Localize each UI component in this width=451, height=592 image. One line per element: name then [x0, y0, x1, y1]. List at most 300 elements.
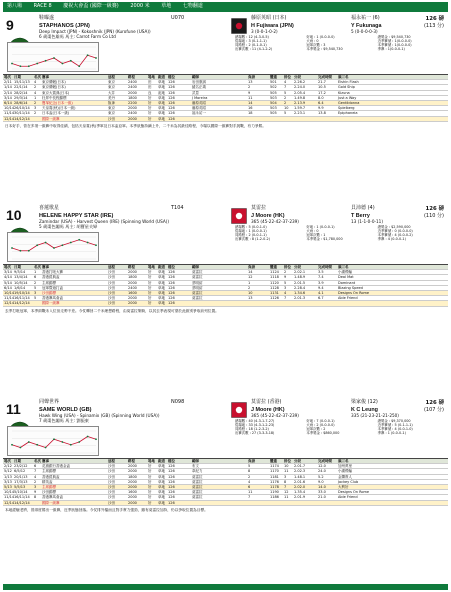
- stat-line: 本季獎金 : $9,540,730: [306, 46, 343, 51]
- table-cell: 草地: [158, 285, 165, 290]
- table-cell: 好: [148, 474, 152, 479]
- jockey-record: 365 (45-22-42-37-239): [251, 412, 299, 418]
- table-cell: 4: [34, 474, 37, 479]
- table-cell: 1181: [270, 474, 279, 479]
- table-cell: 蛯名正義: [192, 85, 206, 90]
- chart-point: [28, 65, 30, 67]
- table-cell: 2.13.9: [294, 100, 306, 105]
- jockey-info: [251, 206, 346, 225]
- table-cell: 蔡明紹: [192, 285, 203, 290]
- chart-point: [78, 65, 80, 67]
- table-cell: 1.35.4: [294, 490, 306, 495]
- table-cell: 1800: [128, 275, 137, 280]
- chart-point: [45, 242, 47, 244]
- stat-line: 冠軍次數 : 2: [306, 426, 326, 431]
- table-cell: 好: [148, 290, 152, 295]
- form-chart-svg: [8, 43, 100, 73]
- table-cell: 9: [284, 275, 287, 280]
- table-cell: 126: [168, 479, 175, 484]
- table-cell: 2: [284, 95, 287, 100]
- table-cell: 22/1/14: [14, 85, 28, 90]
- chart-point: [62, 63, 64, 65]
- horse-code: T104: [171, 205, 184, 211]
- table-cell: 5: [34, 296, 37, 301]
- table-cell: 24.0: [318, 469, 326, 474]
- table-cell: 18: [248, 111, 253, 116]
- jockey-name-en[interactable]: J Moore (HK): [251, 212, 285, 219]
- table-cell: 2.02.1: [294, 270, 306, 275]
- jockey-record: 3 (0-0-1-0-2): [251, 28, 278, 34]
- table-cell: [293, 301, 317, 305]
- table-cell: 126: [168, 469, 175, 474]
- table-cell: 5/5/13: [14, 484, 26, 489]
- form-chart: [7, 42, 99, 72]
- chart-point: [70, 60, 72, 62]
- table-cell: 13/4/14: [14, 275, 28, 280]
- table-cell: 草地: [158, 275, 165, 280]
- table-cell: 草地: [158, 495, 165, 500]
- table-cell: [247, 301, 269, 305]
- table-cell: 3: [34, 290, 37, 295]
- weight: 126 磅: [425, 400, 444, 406]
- table-cell: 莫雷拉: [192, 495, 203, 500]
- table-cell: 草地: [158, 290, 165, 295]
- table-cell: 1.49.8: [294, 95, 306, 100]
- draw: (6): [372, 15, 380, 21]
- table-cell: 9.4: [318, 285, 324, 290]
- table-cell: 4.1: [318, 290, 324, 295]
- jockey-name-en[interactable]: J Moore (HK): [251, 406, 285, 413]
- race-comment: 去季打吡冠軍，本季兩戰未入位但走勢不差。今仗轉回二千米理想路程，由莫雷拉策騎，以其去季表現可望於此級別爭取前列位置。: [5, 308, 219, 313]
- trainer-name-en[interactable]: T Berry: [351, 212, 370, 219]
- table-cell: 2: [34, 85, 37, 90]
- chart-point: [70, 444, 72, 446]
- chart-point: [11, 444, 13, 446]
- table-cell: 7: [248, 495, 251, 500]
- table-cell: [293, 501, 317, 505]
- chart-point: [95, 57, 97, 59]
- table-cell: 好: [148, 280, 152, 285]
- table-cell: 8.0: [318, 95, 324, 100]
- table-cell: 502: [270, 85, 277, 90]
- table-cell: 503: [270, 95, 277, 100]
- table-cell: 13.8: [318, 111, 326, 116]
- table-cell: 16: [248, 106, 253, 111]
- horse-name-en[interactable]: HELENE HAPPY STAR (IRE): [39, 212, 114, 219]
- table-cell: 2: [284, 270, 287, 275]
- horse-code: N098: [171, 399, 185, 405]
- table-cell: 好: [148, 275, 152, 280]
- column-header: 名次: [34, 265, 41, 269]
- table-cell: 10/5/14: [14, 280, 28, 285]
- chart-point: [78, 239, 80, 241]
- table-cell: 14: [248, 270, 253, 275]
- table-cell: 2.05.4: [294, 90, 306, 95]
- table-cell: 好: [148, 95, 152, 100]
- stat-line: 近季賽號 : 5 (0-1-1-1): [377, 422, 413, 427]
- table-cell: 國際一級賽: [42, 116, 60, 121]
- jockey-name-cn: 莫雷拉 (香港): [251, 399, 282, 405]
- table-cell: 11: [284, 469, 289, 474]
- table-cell: 草地: [158, 111, 165, 116]
- form-chart-svg: [8, 233, 100, 263]
- table-cell: 14/12/14: [14, 500, 30, 505]
- table-cell: 香港經典盃: [42, 275, 60, 280]
- table-cell: 5: [284, 111, 287, 116]
- chart-point: [28, 441, 30, 443]
- table-cell: 1/14: [4, 85, 12, 90]
- table-cell: Just a Way: [338, 95, 357, 100]
- table-cell: 1176: [270, 479, 279, 484]
- column-header: 場地: [148, 265, 155, 269]
- table-cell: 126: [168, 484, 175, 489]
- chart-point: [62, 244, 64, 246]
- jockey-name-cn: 藤原英昭 (日本): [251, 15, 287, 21]
- table-cell: 5: [284, 90, 287, 95]
- table-cell: 草地: [158, 479, 165, 484]
- column-header: 體重: [270, 75, 277, 79]
- table-cell: [337, 301, 389, 305]
- chart-point: [87, 242, 89, 244]
- table-cell: 1178: [270, 484, 279, 489]
- form-chart: [7, 232, 99, 262]
- racing-silks-icon: [231, 208, 247, 224]
- table-cell: 3: [284, 285, 287, 290]
- trainer-record: 335 (21-23-21-21-250): [351, 412, 399, 418]
- table-cell: Dominant: [338, 280, 356, 285]
- race-comment: 日本好手，曾在多項一級賽中取得佳績，包括天皇賞(秋)季軍及日本盃亞軍。本季狀態持續上升，二千米為其最佳路程，今場以國際一級賽對手挑戰，有力爭勝。: [5, 123, 266, 128]
- table-cell: 草地: [158, 464, 165, 469]
- trainer-name-en[interactable]: K C Leung: [351, 406, 378, 413]
- column-header: 分段: [294, 265, 301, 269]
- table-cell: 2: [284, 100, 287, 105]
- table-row[interactable]: [3, 117, 448, 122]
- table-cell: 5.2: [318, 474, 324, 479]
- column-header: 體重: [270, 265, 277, 269]
- table-cell: 東京: [108, 85, 115, 90]
- table-cell: 草地: [158, 270, 165, 275]
- table-cell: 主席錦標: [42, 484, 56, 489]
- stat-line: 好地 : 1 (0-0-0-1): [306, 225, 335, 229]
- table-cell: 4: [248, 479, 251, 484]
- chart-point: [78, 441, 80, 443]
- table-cell: [191, 301, 247, 305]
- horse-code: U070: [171, 15, 185, 21]
- table-cell: 2: [248, 285, 251, 290]
- table-cell: 1174: [270, 464, 279, 469]
- stat-line: 季賽 : 4 (0-0-0-1): [377, 236, 406, 241]
- table-cell: J Moreira: [192, 95, 208, 100]
- table-cell: 2: [248, 474, 251, 479]
- table-cell: 田: [148, 85, 152, 90]
- horse-entry: [3, 204, 448, 324]
- stat-line: 本季獎金 : $860,000: [306, 430, 340, 435]
- table-cell: 2.24.0: [294, 85, 306, 90]
- table-cell: 2/14: [4, 90, 12, 95]
- table-row[interactable]: [3, 301, 448, 306]
- column-header: 跑道: [158, 75, 165, 79]
- horse-name-en[interactable]: SAME WORLD (GB): [39, 406, 92, 413]
- table-cell: Jockey Club: [338, 479, 359, 484]
- table-cell: 莫雷拉: [192, 490, 203, 495]
- table-cell: 9: [34, 490, 37, 495]
- jockey-name-en[interactable]: H Fujiwara (JPN): [251, 22, 294, 29]
- race-label: RACE 8: [33, 3, 52, 9]
- horse-entry: [3, 398, 448, 523]
- table-cell: 126: [168, 500, 175, 505]
- table-cell: 16/11/14: [14, 296, 30, 301]
- table-cell: 2.28.4: [294, 285, 306, 290]
- chart-point: [95, 244, 97, 246]
- table-cell: 1: [34, 95, 37, 100]
- column-header: 日期: [14, 459, 21, 463]
- table-cell: 好: [148, 479, 152, 484]
- table-cell: 東京大賞典(日本): [42, 90, 70, 95]
- table-cell: [191, 501, 247, 505]
- table-cell: 26/10/14: [14, 106, 30, 111]
- weight-info: [424, 16, 444, 30]
- stat-line: 出賽次數 : 8 (1-2-0-2): [235, 236, 271, 241]
- table-cell: 126: [168, 296, 175, 301]
- stat-line: 大雨 : 2 (0-0-0-0): [306, 422, 335, 427]
- table-cell: Blazing Speed: [338, 285, 363, 290]
- table-cell: 杜拜中長程錦標: [42, 95, 67, 100]
- chart-series-line: [12, 55, 96, 66]
- table-cell: 2/11: [4, 80, 12, 85]
- table-row[interactable]: [3, 501, 448, 506]
- table-cell: 沙田: [108, 500, 115, 505]
- table-cell: 好: [148, 495, 152, 500]
- table-cell: 7: [284, 484, 287, 489]
- chart-point: [45, 60, 47, 62]
- table-cell: 莫雷拉: [192, 484, 203, 489]
- table-cell: 9/3/14: [14, 270, 26, 275]
- table-cell: 21.7: [318, 80, 326, 85]
- table-cell: 2.02.3: [294, 469, 306, 474]
- table-cell: 6: [34, 464, 37, 469]
- chart-point: [53, 247, 55, 249]
- table-cell: 9: [248, 90, 251, 95]
- column-header: 跑道: [158, 265, 165, 269]
- weight-info: [424, 400, 444, 414]
- weight: 126 磅: [425, 16, 444, 22]
- table-cell: 13: [248, 80, 253, 85]
- race-track: 七物翻道: [182, 3, 203, 9]
- table-cell: 1190: [270, 490, 279, 495]
- table-cell: 沙田: [108, 116, 115, 121]
- table-cell: 1.59.7: [294, 106, 306, 111]
- table-cell: 好: [148, 500, 152, 505]
- table-cell: 草地: [158, 301, 165, 306]
- horse-name-cn: 喜蓮歌星: [39, 205, 60, 211]
- trainer-name-cn: 貝沛德: [351, 205, 367, 211]
- table-cell: 香港打吡大賽: [42, 270, 63, 275]
- column-header: 排位: [284, 459, 291, 463]
- stat-line: 近季賽號 : 0 (0-0-0-0): [377, 228, 413, 233]
- horse-names: [39, 16, 229, 40]
- table-cell: 東京: [108, 111, 115, 116]
- table-cell: [283, 117, 293, 121]
- column-header: 跑道: [158, 459, 165, 463]
- stat-line: 本季賽號 : 4 (0-0-0-2): [377, 232, 413, 237]
- table-cell: 126: [168, 474, 175, 479]
- table-cell: 126: [168, 116, 175, 121]
- table-cell: 藤原英昭: [192, 106, 206, 111]
- column-header: 負磅: [248, 459, 255, 463]
- table-cell: 2000: [128, 469, 137, 474]
- rating: (110 分): [423, 213, 444, 220]
- table-cell: [33, 117, 41, 121]
- horse-names: [39, 400, 229, 424]
- stat-line: 本季賽號 : 4 (0-0-1-0): [377, 426, 413, 431]
- table-cell: 1124: [270, 270, 279, 275]
- table-cell: 沙田: [108, 474, 115, 479]
- table-cell: 香港賽馬會盃: [42, 296, 63, 301]
- horse-name-en[interactable]: STAPHANOS (JPN): [39, 22, 90, 29]
- table-cell: 1600: [128, 490, 137, 495]
- chart-point: [28, 250, 30, 252]
- column-header: 賽事: [42, 75, 49, 79]
- table-cell: 17/3/13: [14, 479, 28, 484]
- draw: (12): [367, 399, 378, 405]
- trainer-record: 13 (1-1-0-0-11): [351, 218, 383, 224]
- table-cell: 美丹: [108, 95, 115, 100]
- trainer-info: [351, 400, 411, 419]
- table-cell: 6: [248, 484, 251, 489]
- trainer-name-cn: 福永祐一: [351, 15, 372, 21]
- horse-age-sex: 7 歲棗色閹馬: [39, 418, 64, 423]
- stat-line: 同路程 : 2 (0-1-0-1): [235, 42, 267, 47]
- table-cell: 莫雷拉: [192, 290, 203, 295]
- table-cell: Designs On Rome: [338, 490, 370, 495]
- table-cell: 莫雷拉: [192, 479, 203, 484]
- column-header: 騎師: [192, 265, 199, 269]
- race-header-bar: [3, 2, 448, 12]
- table-cell: 草地: [158, 80, 165, 85]
- table-cell: 沙田: [108, 296, 115, 301]
- horse-pedigree: Hawk Wing (USA) - Spinamix (GB) (Spinning World (USA)): [39, 413, 160, 419]
- column-header: 途程: [108, 459, 115, 463]
- column-header: 負磅: [248, 265, 255, 269]
- table-cell: [337, 117, 389, 121]
- jockey-record: 365 (45-22-42-37-239): [251, 218, 299, 224]
- table-cell: [283, 301, 293, 305]
- table-cell: 12.0: [318, 464, 326, 469]
- table-cell: 2000: [128, 464, 137, 469]
- rating: (107 分): [423, 407, 444, 414]
- table-cell: Designs On Rome: [338, 290, 370, 295]
- table-cell: 1/6/14: [14, 285, 26, 290]
- chart-point: [20, 65, 22, 67]
- stat-line: 本季獎金 : $1,780,000: [306, 236, 343, 241]
- table-cell: 126: [168, 464, 175, 469]
- column-header: 騎師: [192, 459, 199, 463]
- table-cell: 8: [248, 469, 251, 474]
- table-cell: 33.0: [318, 490, 326, 495]
- table-cell: [317, 501, 337, 505]
- table-cell: 2: [34, 111, 37, 116]
- racing-silks-icon: [231, 402, 247, 418]
- table-cell: 草地: [158, 280, 165, 285]
- table-cell: 2: [34, 280, 37, 285]
- stat-line: 從場地 : 33 (4-3-1-2-23): [235, 422, 275, 427]
- table-cell: 好: [148, 490, 152, 495]
- table-cell: Able Friend: [338, 495, 358, 500]
- table-cell: 沙田: [108, 280, 115, 285]
- table-cell: 126: [168, 280, 175, 285]
- table-cell: 2000: [128, 270, 137, 275]
- table-cell: 東京: [108, 80, 115, 85]
- table-cell: 126: [168, 270, 175, 275]
- column-header: 場地: [148, 459, 155, 463]
- table-cell: 12: [284, 490, 289, 495]
- table-cell: 11: [284, 495, 289, 500]
- table-cell: 10: [284, 464, 289, 469]
- table-cell: 3: [284, 474, 287, 479]
- table-cell: [247, 117, 269, 121]
- table-cell: 28/2/14: [14, 90, 28, 95]
- table-cell: 11: [248, 490, 253, 495]
- column-header: 名次: [34, 459, 41, 463]
- table-cell: 5: [34, 285, 37, 290]
- trainer-name-cn: 梁家俊: [351, 399, 367, 405]
- table-cell: 草地: [158, 484, 165, 489]
- chart-point: [62, 441, 64, 443]
- table-cell: 11/14: [4, 111, 15, 116]
- table-cell: 1/13: [4, 474, 12, 479]
- table-cell: 126: [168, 111, 175, 116]
- race-number: 第八場: [7, 3, 23, 9]
- table-cell: 沙田: [108, 484, 115, 489]
- table-cell: 23/2/12: [14, 464, 28, 469]
- table-cell: Kizuna: [338, 90, 350, 95]
- table-cell: 2400: [128, 111, 137, 116]
- table-cell: 1126: [270, 296, 279, 301]
- table-cell: 2000: [128, 301, 137, 306]
- column-header: 排位: [284, 75, 291, 79]
- table-cell: 10/14: [4, 490, 15, 495]
- table-cell: 泥地: [158, 90, 165, 95]
- table-cell: 國際一級賽: [42, 500, 60, 505]
- table-cell: 6.4: [318, 100, 324, 105]
- form-table: [3, 74, 448, 122]
- column-header: 場次: [4, 459, 11, 463]
- table-cell: 精英盃: [42, 479, 53, 484]
- table-cell: 1.48.1: [294, 474, 306, 479]
- table-cell: 1118: [270, 275, 279, 280]
- race-comment: 本地經驗老將，曾兩度勝出一級賽，近季狀態回落。今仗排外檔而且對手實力強勁，雖有莫雷拉加持，仍以爭取位置為目標。: [5, 507, 208, 512]
- table-cell: 5/13: [4, 484, 12, 489]
- table-cell: [33, 301, 41, 305]
- table-cell: 1186: [270, 495, 279, 500]
- table-cell: 14/12/14: [14, 116, 30, 121]
- horse-number: 10: [6, 207, 22, 223]
- column-header: 負磅: [248, 75, 255, 79]
- table-cell: 15/11/13: [14, 80, 30, 85]
- column-header: 騎師: [192, 75, 199, 79]
- trainer-info: [351, 16, 411, 35]
- stat-line: 好地 : 1 (0-0-0-0): [306, 35, 335, 39]
- table-cell: 4: [284, 80, 287, 85]
- column-header: 路程: [128, 459, 135, 463]
- trainer-name-en[interactable]: Y Fukunaga: [351, 22, 382, 29]
- table-cell: Gentildonna: [338, 100, 360, 105]
- table-cell: 1120: [270, 280, 279, 285]
- table-cell: 12/14: [4, 500, 15, 505]
- column-header: 分段: [294, 459, 301, 463]
- table-cell: 2.01.5: [294, 280, 306, 285]
- table-cell: 莫雷拉: [192, 474, 203, 479]
